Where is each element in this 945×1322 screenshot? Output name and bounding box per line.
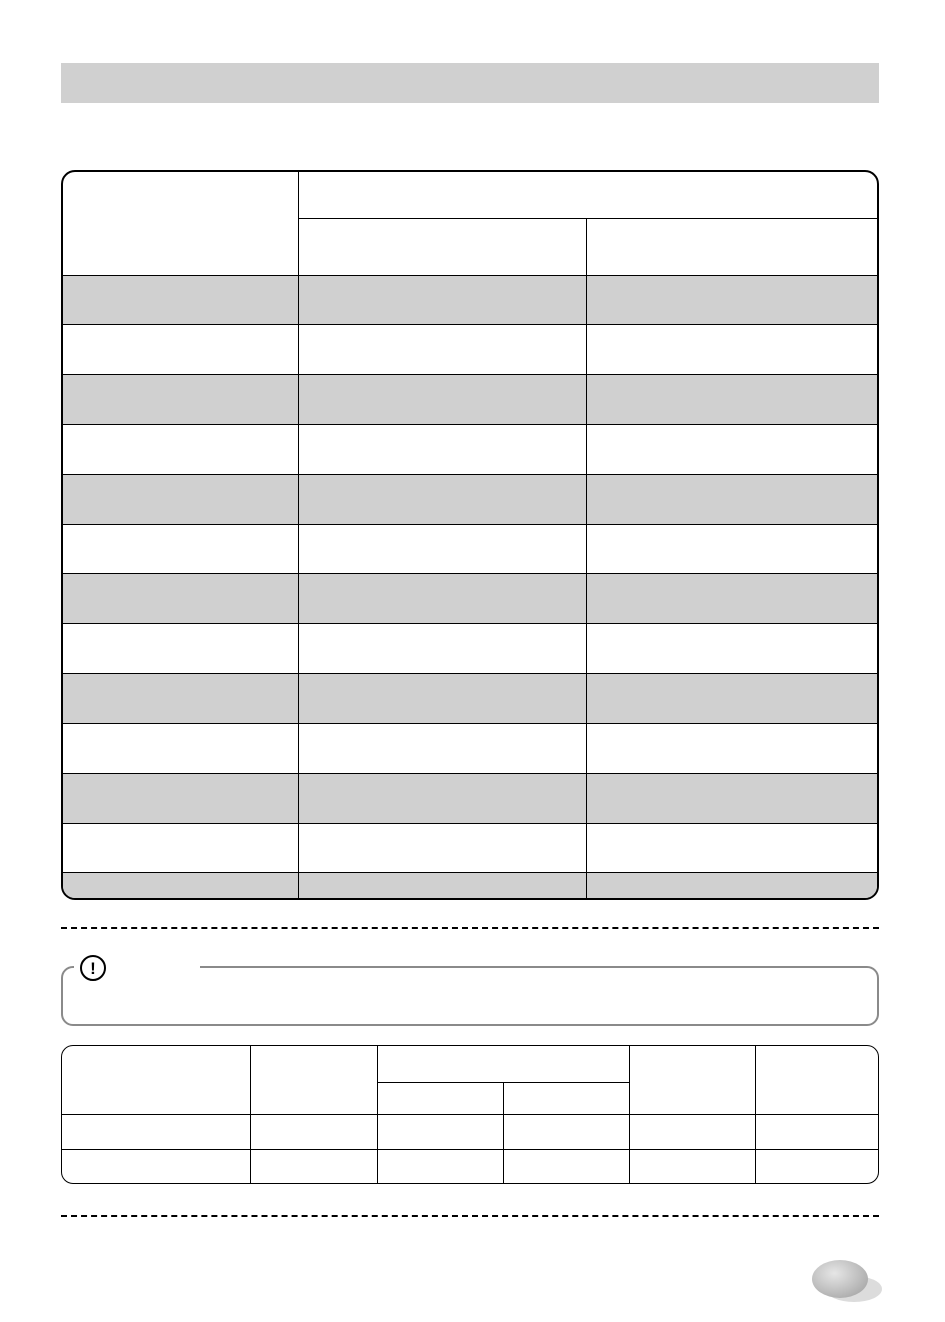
spec-header-2	[250, 1046, 377, 1114]
table-cell	[586, 574, 877, 624]
page-marker	[812, 1260, 868, 1298]
table-row	[63, 823, 877, 873]
table-cell	[298, 524, 586, 574]
table-cell	[377, 1149, 503, 1183]
main-header-corner	[63, 172, 298, 275]
table-cell	[298, 723, 586, 773]
table-cell	[63, 773, 298, 823]
table-row	[63, 424, 877, 474]
table-cell	[63, 424, 298, 474]
spec-header-sub-2	[503, 1082, 629, 1114]
table-cell	[250, 1149, 377, 1183]
table-cell	[62, 1149, 250, 1183]
table-cell	[298, 773, 586, 823]
table-cell	[63, 674, 298, 724]
table-cell	[63, 823, 298, 873]
spec-header-sub-1	[377, 1082, 503, 1114]
table-cell	[503, 1149, 629, 1183]
table-cell	[377, 1114, 503, 1149]
table-cell	[63, 325, 298, 375]
spec-table	[61, 1045, 879, 1184]
table-row	[62, 1149, 878, 1183]
table-row	[63, 624, 877, 674]
table-cell	[63, 873, 298, 898]
table-cell	[503, 1114, 629, 1149]
table-cell	[250, 1114, 377, 1149]
table-row	[63, 674, 877, 724]
spec-header-1	[62, 1046, 250, 1114]
table-cell	[586, 524, 877, 574]
table-cell	[586, 723, 877, 773]
table-cell	[62, 1114, 250, 1149]
table-cell	[63, 574, 298, 624]
table-cell	[298, 474, 586, 524]
section-title-bar	[61, 63, 879, 103]
note-box	[61, 966, 879, 1026]
table-cell	[755, 1114, 878, 1149]
table-row	[63, 773, 877, 823]
table-cell	[298, 424, 586, 474]
table-cell	[586, 424, 877, 474]
table-cell	[586, 773, 877, 823]
warning-icon: !	[80, 955, 106, 981]
table-cell	[586, 873, 877, 898]
table-cell	[586, 474, 877, 524]
spec-header-4	[629, 1046, 755, 1114]
table-cell	[629, 1114, 755, 1149]
table-cell	[298, 624, 586, 674]
table-cell	[298, 674, 586, 724]
table-row	[63, 723, 877, 773]
table-cell	[298, 325, 586, 375]
main-header-sub-2	[586, 218, 877, 275]
table-cell	[755, 1149, 878, 1183]
table-cell	[63, 275, 298, 325]
main-header-sub-1	[298, 218, 586, 275]
table-cell	[298, 574, 586, 624]
table-cell	[298, 375, 586, 425]
table-cell	[63, 624, 298, 674]
main-table	[61, 170, 879, 900]
table-row	[63, 325, 877, 375]
table-cell	[63, 524, 298, 574]
table-cell	[298, 275, 586, 325]
table-cell	[586, 823, 877, 873]
table-row	[63, 873, 877, 898]
table-cell	[629, 1149, 755, 1183]
table-row	[63, 524, 877, 574]
divider-top	[61, 927, 879, 929]
main-header-group	[298, 172, 877, 218]
spec-header-group	[377, 1046, 629, 1082]
table-row	[63, 275, 877, 325]
table-row	[62, 1114, 878, 1149]
table-cell	[298, 873, 586, 898]
table-cell	[586, 624, 877, 674]
divider-bottom	[61, 1215, 879, 1217]
table-cell	[63, 723, 298, 773]
table-cell	[586, 674, 877, 724]
table-row	[63, 375, 877, 425]
table-cell	[298, 823, 586, 873]
table-row	[63, 474, 877, 524]
table-cell	[586, 375, 877, 425]
table-row	[63, 574, 877, 624]
table-cell	[586, 325, 877, 375]
spec-header-5	[755, 1046, 878, 1114]
table-cell	[63, 474, 298, 524]
table-cell	[586, 275, 877, 325]
table-cell	[63, 375, 298, 425]
